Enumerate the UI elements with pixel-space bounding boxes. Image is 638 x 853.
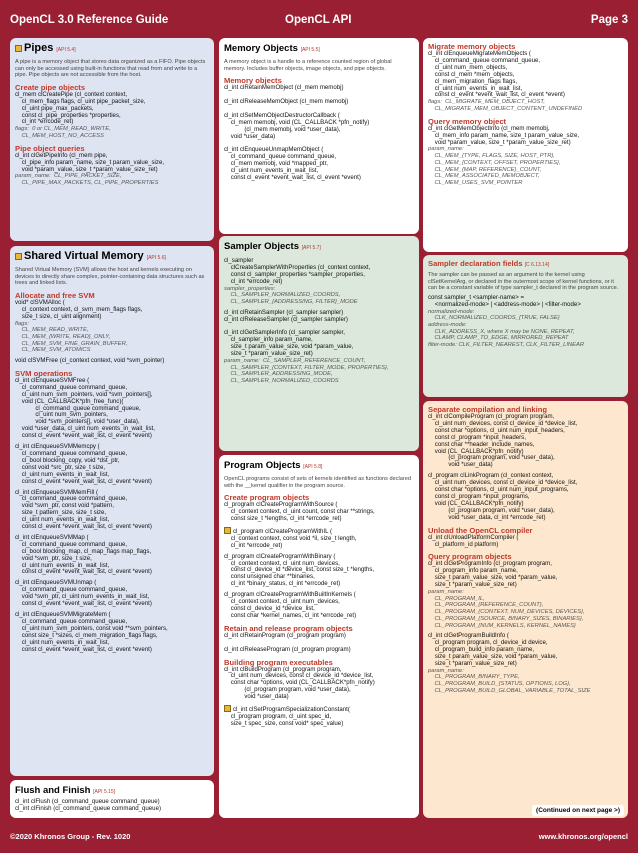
svm-tag: [API 5.6]: [146, 255, 166, 261]
copyright: ©2020 Khronos Group - Rev. 1020: [10, 832, 131, 841]
code-get-build-info: cl_int clGetProgramBuildInfo ( cl_program program, cl_device_id device, cl_program_build_info param_name, size_t param_value_size, void *param_value, size_t *param_value_size_ret): [428, 632, 558, 667]
new-feature-icon: [224, 527, 231, 534]
code-svm-enqueue-free: cl_int clEnqueueSVMFree ( cl_command_queue command_queue, cl_uint num_svm_pointers, void *svm_pointers[], void (CL_CALLBACK*pfn_free_func)( cl_command_queue command_queue, cl_uint num_svm_pointers, void *svm_pointers[], void *user_data), void *user_data, cl_uint num_events_in_wait_list, const cl_event *event_wait_list, cl_event *event): [15, 376, 155, 440]
sampler-decl-tag: [C 6.13.14]: [524, 262, 550, 268]
page-footer: [0, 822, 638, 853]
memobj-section: [219, 38, 419, 234]
migrate-section: [423, 38, 628, 252]
guide-title: OpenCL 3.0 Reference Guide: [10, 14, 169, 26]
param-build-info: param_name: CL_PROGRAM_BINARY_TYPE, CL_PROGRAM_BUILD_{STATUS, OPTIONS, LOG}, CL_PROGRAM_BUILD_GLOBAL_VARIABLE_TOTAL_SIZE: [428, 667, 591, 694]
code-retain-program: cl_int clRetainProgram (cl_program program) cl_int clReleaseProgram (cl_program program): [224, 631, 351, 653]
svm-sub-ops: SVM operations: [15, 368, 73, 378]
migrate-title: Migrate memory objects: [428, 42, 516, 51]
program-sub-retain: Retain and release program objects: [224, 623, 353, 633]
code-spec-constant-text: cl_int clSetProgramSpecializationConstant( cl_program program, cl_uint spec_id, size_t spec_size, const void* spec_value): [230, 706, 350, 727]
code-create-binary: cl_program clCreateProgramWithBinary ( cl_context context, cl_uint num_devices, const cl_device_id *device_list, const size_t *lengths, const unsigned char **binaries, cl_int *binary_status, cl_int *errcode_ret): [224, 552, 375, 588]
code-sampler-decl: const sampler_t <sampler-name> = <normalized-mode> | <address-mode> | <filter-mode>: [428, 293, 581, 308]
code-svm-unmap: cl_int clEnqueueSVMUnmap ( cl_command_queue command_queue, void *svm_ptr, cl_uint num_events_in_wait_list, const cl_event *event_wait_list, cl_event *event): [15, 579, 152, 608]
code-link-program: cl_program clLinkProgram (cl_context context, cl_uint num_devices, const cl_device_id *device_list, const char *options, cl_uint num_input_programs, const cl_program *input_programs, void (CL_CALLBACK*pfn_notify) (cl_program program, void *user_data), void *user_data, cl_int *errcode_ret): [428, 472, 578, 521]
param-svm-flags: flags: CL_MEM_READ_WRITE, CL_MEM_{WRITE, READ}_ONLY, CL_MEM_SVM_FINE_GRAIN_BUFFER, CL_MEM_SVM_ATOMICS: [15, 320, 128, 354]
code-create-il-text: cl_program clCreateProgramWithIL ( cl_context context, const void *il, size_t length, cl_int *errcode_ret): [230, 527, 357, 549]
sampler-decl-section: [423, 255, 628, 397]
code-unload-compiler: cl_int clUnloadPlatformCompiler ( cl_platform_id platform): [428, 533, 519, 548]
pipes-sub-query: Pipe object queries: [15, 143, 85, 153]
code-migrate: cl_int clEnqueueMigrateMemObjects ( cl_command_queue command_queue, cl_uint num_mem_objects, const cl_mem *mem_objects, cl_mem_migration_flags flags, cl_uint num_events_in_wait_list, const cl_event *event_wait_list, cl_event *event): [428, 50, 565, 99]
code-svm-memcpy: cl_int clEnqueueSVMMemcpy ( cl_command_queue command_queue, cl_bool blocking_copy, void *dst_ptr, const void *src_ptr, size_t size, cl_uint num_events_in_wait_list, const cl_event *event_wait_list, cl_event *event): [15, 443, 152, 485]
page-number: Page 3: [590, 14, 628, 26]
program-title: Program Objects: [224, 460, 301, 471]
compile-section: [423, 401, 628, 818]
compile-sub-unload: Unload the OpenCL compiler: [428, 525, 533, 535]
code-svm-map: cl_int clEnqueueSVMMap ( cl_command_queue command_queue, cl_bool blocking_map, cl_map_flags map_flags, void *svm_ptr, size_t size, cl_uint num_events_in_wait_list, const cl_event *event_wait_list, cl_event *event): [15, 533, 152, 576]
code-compile-program: cl_int clCompileProgram (cl_program program, cl_uint num_devices, const cl_device_id *device_list, const char *options, cl_uint num_input_headers, const cl_program *input_headers, const char **header_include_names, void (CL_CALLBACK*pfn_notify) (cl_program program, void *user_data), void *user_data): [428, 413, 578, 469]
flush-section: [10, 780, 214, 818]
sampler-tag: [API 5.7]: [301, 245, 321, 251]
param-flags: flags: 0 or CL_MEM_READ_WRITE, CL_MEM_HOST_NO_ACCESS: [15, 126, 111, 140]
svm-title: Shared Virtual Memory: [24, 250, 144, 262]
code-get-pipe-info: cl_int clGetPipeInfo (cl_mem pipe, cl_pipe_info param_name, size_t param_value_size, void *param_value, size_t *param_value_size_ret): [15, 151, 165, 173]
code-create-pipe: cl_mem clCreatePipe (cl_context context, cl_mem_flags flags, cl_uint pipe_packet_size, cl_uint pipe_max_packets, const cl_pipe_properties *properties, cl_int *errcode_ret): [15, 90, 146, 126]
code-flush-finish: cl_int clFlush (cl_command_queue command_queue) cl_int clFinish (cl_command_queue command_queue): [15, 798, 161, 812]
svm-desc: Shared Virtual Memory (SVM) allows the host and kernels executing on devices to directly share complex, pointer-containing data structures such as trees and linked lists.: [15, 267, 205, 287]
code-create-source: cl_program clCreateProgramWithSource ( cl_context context, cl_uint count, const char **strings, const size_t *lengths, cl_int *errcode_ret): [224, 501, 375, 522]
code-spec-constant: [224, 705, 414, 728]
code-svm-migrate: cl_int clEnqueueSVMMigrateMem ( cl_command_queue command_queue, cl_uint num_svm_pointers, const void **svm_pointers, const size_t *sizes, cl_mem_migration_flags flags, cl_uint num_events_in_wait_list, const cl_event *event_wait_list, cl_event *event): [15, 611, 168, 653]
page-header: [0, 0, 638, 34]
code-create-il: [224, 527, 414, 550]
sampler-title: Sampler Objects: [224, 241, 299, 252]
memobj-tag: [API 5.5]: [300, 47, 320, 53]
pipes-tag: [API 5.4]: [56, 47, 76, 53]
pipe-icon: [15, 45, 22, 52]
param-mem-info: param_name: CL_MEM_{TYPE, FLAGS, SIZE, HOST_PTR}, CL_MEM_{CONTEXT, OFFSET, PROPERTIES}, CL_MEM_{MAP, REFERENCE}_COUNT, CL_MEM_ASSOCIATED_MEMOBJECT, CL_MEM_USES_SVM_POINTER: [428, 146, 561, 186]
pipes-desc: A pipe is a memory object that stores data organized as a FIFO. Pipe objects can only be accessed using built-in functions that read from and write to a pipe. Pipe objects are not accessible from the host.: [15, 59, 206, 79]
code-get-program-info: cl_int clGetProgramInfo (cl_program program, cl_program_info param_name, size_t param_value_size, void *param_value, size_t *param_value_size_ret): [428, 560, 558, 589]
param-migrate-flags: flags: CL_MIGRATE_MEM_OBJECT_HOST, CL_MIGRATE_MEM_OBJECT_CONTENT_UNDEFINED: [428, 99, 583, 113]
sampler-section: [219, 236, 419, 451]
param-name: param_name: CL_PIPE_PACKET_SIZE, CL_PIPE_MAX_PACKETS, CL_PIPE_PROPERTIES: [15, 173, 159, 187]
memobj-sub: Memory objects: [224, 76, 282, 86]
program-section: [219, 455, 419, 818]
memobj-desc: A memory object is a handle to a reference counted region of global memory. Includes buffer objects, image objects, and pipe objects.: [224, 59, 392, 72]
pipes-section: [10, 38, 214, 241]
program-tag: [API 5.8]: [303, 464, 323, 470]
memory-icon: [15, 253, 22, 260]
code-svm-alloc: void* clSVMAlloc ( cl_context context, cl_svm_mem_flags flags, size_t size, cl_uint alignment): [15, 298, 143, 320]
website-link[interactable]: www.khronos.org/opencl: [538, 832, 628, 841]
flush-title: Flush and Finish: [15, 785, 91, 796]
code-create-sampler: cl_sampler clCreateSamplerWithProperties (cl_context context, const cl_sampler_properties *sampler_properties, cl_int *errcode_ret): [224, 257, 371, 285]
code-build-program: cl_int clBuildProgram (cl_program program, cl_uint num_devices, const cl_device_id *device_list, const char *options, void (CL_CALLBACK*pfn_notify) (cl_program program, void *user_data), void *user_data): [224, 665, 375, 701]
code-svm-free: void clSVMFree (cl_context context, void *svm_pointer): [15, 357, 165, 365]
code-create-builtin: cl_program clCreateProgramWithBuiltInKernels ( cl_context context, cl_uint num_devices, const cl_device_id *device_list, const char *kernel_names, cl_int *errcode_ret): [224, 591, 357, 619]
code-memobj: cl_int clRetainMemObject (cl_mem memobj) cl_int clReleaseMemObject (cl_mem memobj) cl_int clSetMemObjectDestructorCallback ( cl_mem memobj, void (CL_CALLBACK *pfn_notify) (cl_mem memobj, void *user_data), void *user_data) cl_int clEnqueueUnmapMemObject ( cl_command_queue command_queue, cl_mem memobj, void *mapped_ptr, cl_uint num_events_in_wait_list, const cl_event *event_wait_list, cl_event *event): [224, 84, 370, 181]
program-desc: OpenCL programs consist of sets of kernels identified as functions declared with the __kernel qualifier in the program source.: [224, 476, 411, 489]
code-svm-memfill: cl_int clEnqueueSVMMemFill ( cl_command_queue command_queue, void *svm_ptr, const void *pattern, size_t pattern_size, size_t size, cl_uint num_events_in_wait_list, const cl_event *event_wait_list, cl_event *event): [15, 488, 152, 531]
compile-title: Separate compilation and linking: [428, 405, 547, 414]
svm-sub-alloc: Allocate and free SVM: [15, 290, 95, 300]
code-get-mem-info: cl_int clGetMemObjectInfo (cl_mem memobj, cl_mem_info param_name, size_t param_value_size, void *param_value, size_t *param_value_size_ret): [428, 124, 580, 146]
pipes-title: Pipes: [24, 42, 54, 54]
sampler-decl-desc: The sampler can be passed as an argument to the kernel using clSetKernelArg, or declared in the outermost scope of kernel functions, or it can be a constant variable of type sampler_t declared in the program source.: [428, 272, 619, 292]
sampler-decl-title: Sampler declaration fields: [428, 259, 523, 268]
migrate-sub-query: Query memory object: [428, 116, 507, 126]
flush-tag: [API 5.15]: [93, 789, 116, 795]
section-title: OpenCL API: [285, 14, 352, 26]
program-sub-create: Create program objects: [224, 493, 310, 503]
continued-link[interactable]: (Continued on next page >): [532, 805, 624, 816]
program-sub-build: Building program executables: [224, 657, 333, 667]
param-sampler-decl: normalized-mode: CLK_NORMALIZED_COORDS_{TRUE, FALSE} address-mode: CLK_ADDRESS_X, where X may be NONE, REPEAT, CLAMP, CLAMP_TO_EDGE, MIRRORED_REPEAT filter-mode: CLK_FILTER_NEAREST, CLK_FILTER_LINEAR: [428, 308, 585, 349]
param-sampler-info: param_name: CL_SAMPLER_REFERENCE_COUNT, CL_SAMPLER_{CONTEXT, FILTER_MODE, PROPERTIES}, CL_SAMPLER_ADDRESSING_MODE, CL_SAMPLER_NORMALIZED_COORDS: [224, 358, 389, 385]
memobj-title: Memory Objects: [224, 43, 298, 54]
svm-section: [10, 246, 214, 776]
param-program-info: param_name: CL_PROGRAM_IL, CL_PROGRAM_{REFERENCE_COUNT}, CL_PROGRAM_{CONTEXT, NUM_DEVICES, DEVICES}, CL_PROGRAM_{SOURCE, BINARY_SIZES, BINARIES}, CL_PROGRAM_{NUM_KERNELS, KERNEL_NAMES}: [428, 589, 585, 629]
code-sampler-retain: cl_int clRetainSampler (cl_sampler sampler) cl_int clReleaseSampler (cl_sampler sampler) cl_int clGetSamplerInfo (cl_sampler sampler, cl_sampler_info param_name, size_t param_value_size, void *param_value, size_t *param_value_size_ret): [224, 308, 354, 358]
new-feature-icon: [224, 705, 231, 712]
param-sampler-props: sampler_properties: CL_SAMPLER_NORMALIZED_COORDS, CL_SAMPLER_{ADDRESSING, FILTER}_MODE: [224, 285, 358, 306]
pipes-sub-create: Create pipe objects: [15, 82, 86, 92]
compile-sub-query: Query program objects: [428, 552, 512, 562]
